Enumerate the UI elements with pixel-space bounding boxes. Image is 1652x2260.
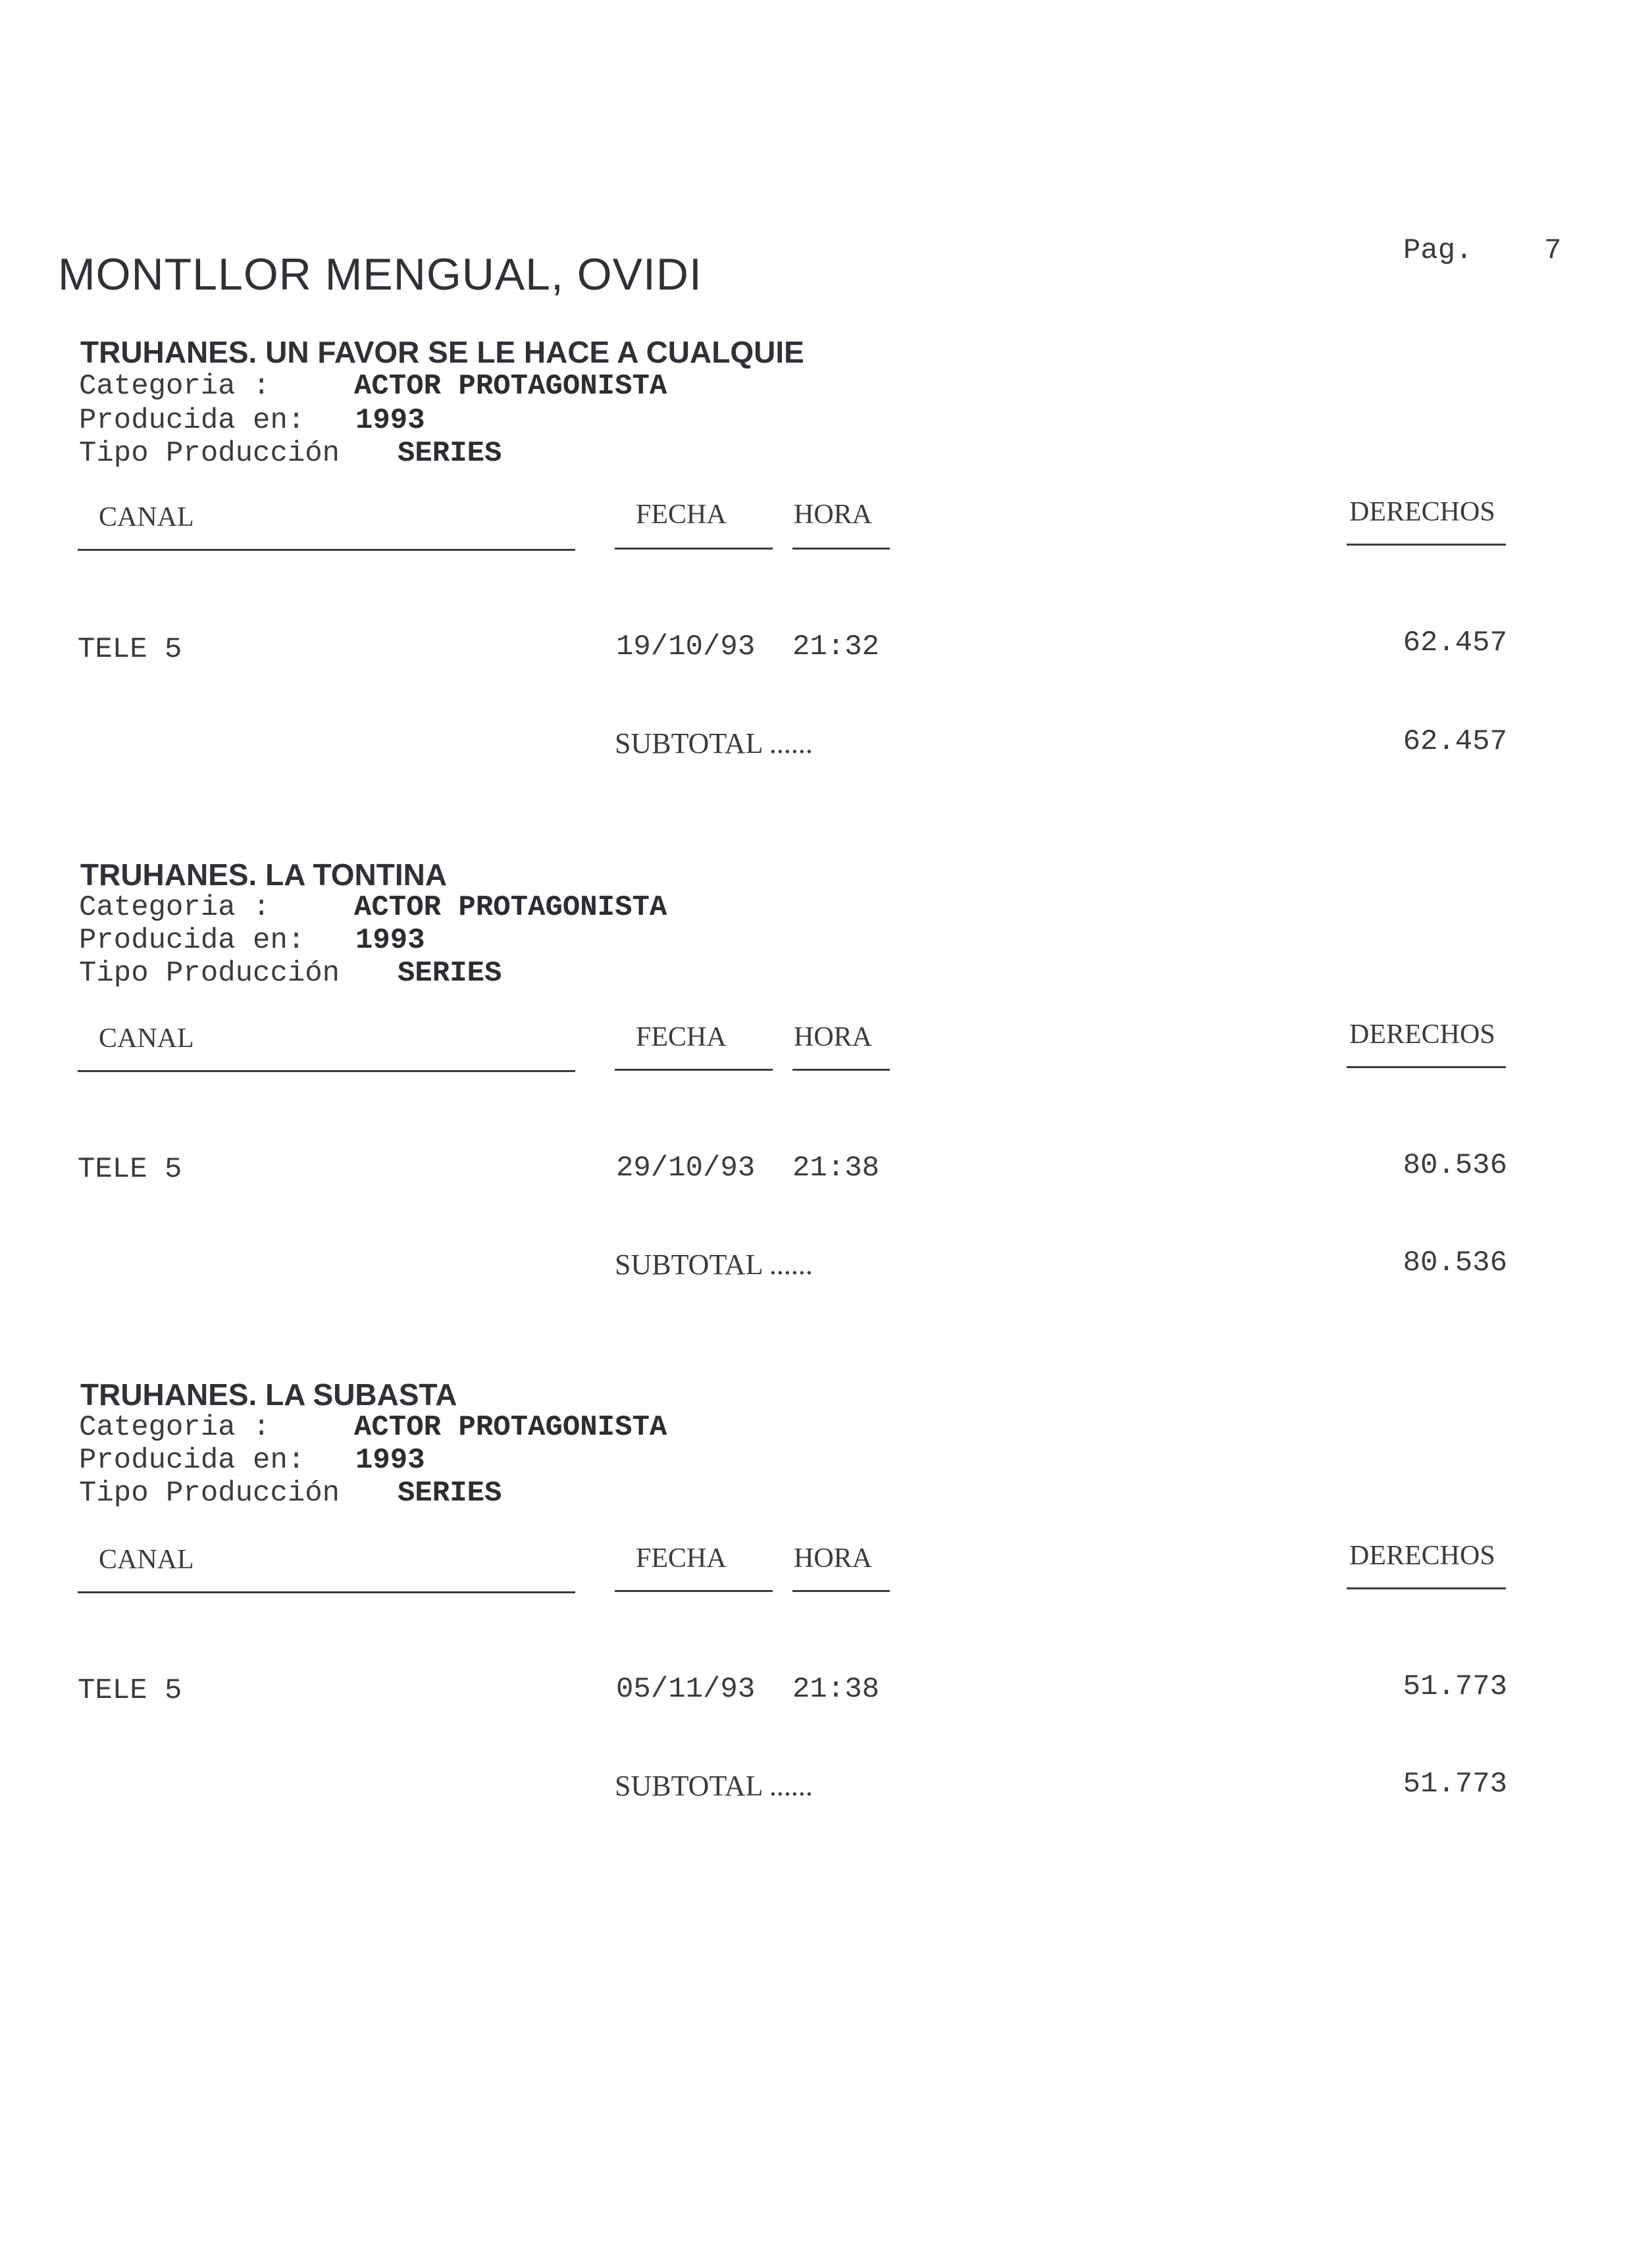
categoria-value: ACTOR PROTAGONISTA <box>354 370 667 403</box>
categoria-line <box>79 370 270 403</box>
rule-hora <box>792 548 890 550</box>
rule-derechos <box>1347 544 1506 546</box>
producida-label: Producida en: <box>79 1444 305 1477</box>
tipo-value: SERIES <box>398 957 502 990</box>
col-head-canal: CANAL <box>99 502 194 532</box>
subtotal-value: 80.536 <box>1403 1246 1507 1279</box>
categoria-value: ACTOR PROTAGONISTA <box>354 1411 667 1444</box>
tipo-label: Tipo Producción <box>79 957 340 990</box>
row-derechos: 51.773 <box>1403 1670 1507 1703</box>
producida-value: 1993 <box>355 404 425 437</box>
rule-derechos <box>1347 1587 1506 1589</box>
col-head-derechos: DERECHOS <box>1349 1019 1495 1050</box>
col-head-derechos: DERECHOS <box>1349 497 1495 527</box>
col-head-canal: CANAL <box>99 1545 194 1575</box>
tipo-value: SERIES <box>398 437 502 470</box>
rule-canal <box>78 549 575 551</box>
producida-value: 1993 <box>355 924 425 957</box>
page-number: 7 <box>1544 234 1562 267</box>
row-derechos: 80.536 <box>1403 1149 1507 1182</box>
rule-fecha <box>615 1590 773 1592</box>
categoria-label: Categoria : <box>79 370 271 403</box>
subtotal-label: SUBTOTAL ...... <box>615 1770 813 1802</box>
col-head-derechos: DERECHOS <box>1349 1541 1495 1571</box>
categoria-label: Categoria : <box>79 891 271 924</box>
subtotal-label: SUBTOTAL ...... <box>615 1248 813 1281</box>
producida-label: Producida en: <box>79 924 305 957</box>
row-hora: 21:38 <box>792 1152 880 1185</box>
tipo-label: Tipo Producción <box>79 437 340 470</box>
col-head-fecha: FECHA <box>636 1022 727 1052</box>
producida-value: 1993 <box>355 1444 425 1477</box>
categoria-value: ACTOR PROTAGONISTA <box>354 891 667 924</box>
rule-hora <box>792 1590 890 1592</box>
row-canal: TELE 5 <box>78 633 182 666</box>
tipo-label: Tipo Producción <box>79 1477 340 1510</box>
rule-canal <box>78 1070 575 1072</box>
rule-hora <box>792 1069 890 1071</box>
col-head-hora: HORA <box>794 1022 873 1052</box>
categoria-label: Categoria : <box>79 1411 271 1444</box>
subtotal-value: 62.457 <box>1403 725 1507 758</box>
col-head-fecha: FECHA <box>636 1543 727 1574</box>
person-name: MONTLLOR MENGUAL, OVIDI <box>58 249 702 299</box>
col-head-canal: CANAL <box>99 1023 194 1054</box>
rule-fecha <box>615 548 773 550</box>
row-fecha: 19/10/93 <box>616 630 756 663</box>
row-hora: 21:32 <box>792 630 880 663</box>
rule-derechos <box>1347 1066 1506 1068</box>
col-head-hora: HORA <box>794 500 873 530</box>
rule-canal <box>78 1591 575 1593</box>
subtotal-label: SUBTOTAL ...... <box>615 727 813 759</box>
rule-fecha <box>615 1069 773 1071</box>
work-title: TRUHANES. LA TONTINA <box>80 858 448 892</box>
producida-label: Producida en: <box>79 404 305 437</box>
row-fecha: 05/11/93 <box>616 1673 756 1706</box>
row-hora: 21:38 <box>792 1673 880 1706</box>
row-canal: TELE 5 <box>78 1153 182 1186</box>
row-fecha: 29/10/93 <box>616 1152 756 1185</box>
tipo-value: SERIES <box>398 1477 502 1510</box>
subtotal-value: 51.773 <box>1403 1768 1507 1801</box>
col-head-hora: HORA <box>794 1543 873 1574</box>
work-title: TRUHANES. LA SUBASTA <box>80 1377 457 1412</box>
col-head-fecha: FECHA <box>636 500 727 530</box>
page-label: Pag. <box>1403 234 1473 267</box>
row-derechos: 62.457 <box>1403 627 1507 659</box>
row-canal: TELE 5 <box>78 1674 182 1707</box>
work-title: TRUHANES. UN FAVOR SE LE HACE A CUALQUIE <box>80 335 804 369</box>
